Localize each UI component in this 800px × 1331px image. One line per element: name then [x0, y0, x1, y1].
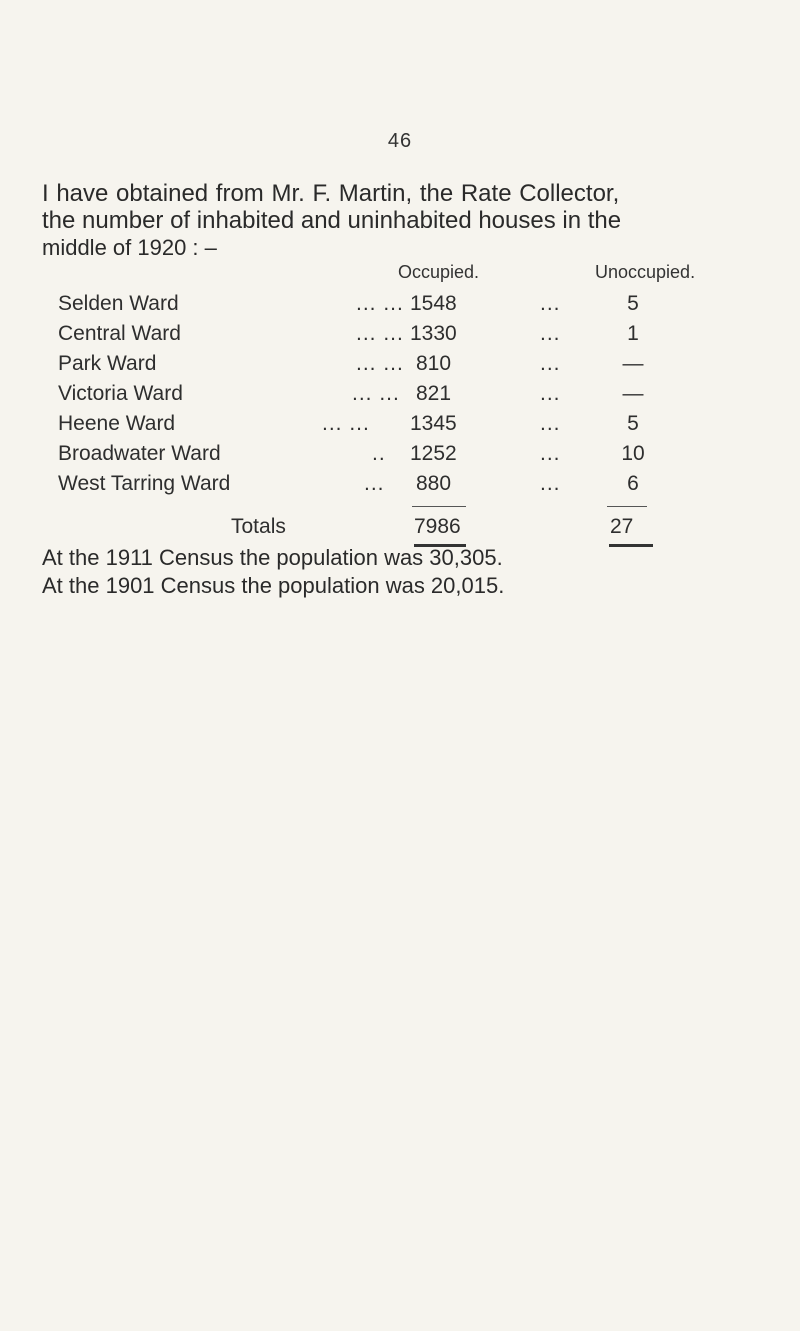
occupied-count: 1345 — [410, 412, 457, 435]
totals-row — [0, 515, 800, 545]
table-row — [0, 382, 800, 414]
intro-line-3: middle of 1920 : – — [42, 235, 217, 260]
ward-name: Heene Ward — [58, 412, 176, 435]
intro-line-2: the number of inhabited and uninhabited houses in the — [42, 207, 622, 234]
leader-dots: ... — [540, 442, 561, 465]
page-number: 46 — [387, 130, 413, 152]
leader-dots: ... — [364, 472, 385, 495]
leader-dots: ... — [540, 352, 561, 375]
unoccupied-total-rule — [609, 544, 653, 547]
houses-table — [0, 262, 800, 542]
leader-dots: ... — [540, 412, 561, 435]
ward-name: Victoria Ward — [58, 382, 183, 405]
table-row — [0, 472, 800, 504]
ward-name: Central Ward — [58, 322, 181, 345]
occupied-sum-rule — [412, 506, 466, 507]
leader-dots: ... — [540, 472, 561, 495]
totals-occupied: 7986 — [414, 515, 461, 538]
census-1911-line: At the 1911 Census the population was 30,305. — [42, 545, 503, 570]
leader-dots: ... ... — [356, 352, 404, 375]
table-row — [0, 292, 800, 324]
ward-name: West Tarring Ward — [58, 472, 231, 495]
occupied-count: 880 — [416, 472, 452, 495]
leader-dots: ... ... — [352, 382, 400, 405]
ward-name: Park Ward — [58, 352, 157, 375]
intro-line-1: I have obtained from Mr. F. Martin, the Rate Collector, — [42, 180, 620, 207]
leader-dots: .. — [372, 442, 386, 465]
unoccupied-count: 5 — [627, 292, 639, 315]
unoccupied-count: 1 — [627, 322, 639, 345]
census-1901-line: At the 1901 Census the population was 20,015. — [42, 573, 505, 598]
occupied-count: 1252 — [410, 442, 457, 465]
occupied-count: 821 — [416, 382, 452, 405]
leader-dots: ... ... — [322, 412, 370, 435]
unoccupied-count: 10 — [621, 442, 645, 465]
occupied-count: 1330 — [410, 322, 457, 345]
unoccupied-count: 5 — [627, 412, 639, 435]
occupied-count: 810 — [416, 352, 452, 375]
header-unoccupied: Unoccupied. — [595, 262, 696, 282]
table-row — [0, 322, 800, 354]
leader-dots: ... — [540, 322, 561, 345]
unoccupied-sum-rule — [607, 506, 647, 507]
ward-name: Broadwater Ward — [58, 442, 221, 465]
header-occupied: Occupied. — [398, 262, 480, 282]
table-row — [0, 442, 800, 474]
ward-name: Selden Ward — [58, 292, 179, 315]
leader-dots: ... ... — [356, 322, 404, 345]
table-row — [0, 412, 800, 444]
leader-dots: ... — [540, 292, 561, 315]
totals-unoccupied: 27 — [610, 515, 634, 538]
leader-dots: ... ... — [356, 292, 404, 315]
unoccupied-count: — — [622, 352, 644, 375]
unoccupied-count: — — [622, 382, 644, 405]
occupied-count: 1548 — [410, 292, 457, 315]
intro-paragraph — [42, 180, 742, 261]
unoccupied-count: 6 — [627, 472, 639, 495]
leader-dots: ... — [540, 382, 561, 405]
table-row — [0, 352, 800, 384]
totals-label: Totals — [231, 515, 286, 538]
